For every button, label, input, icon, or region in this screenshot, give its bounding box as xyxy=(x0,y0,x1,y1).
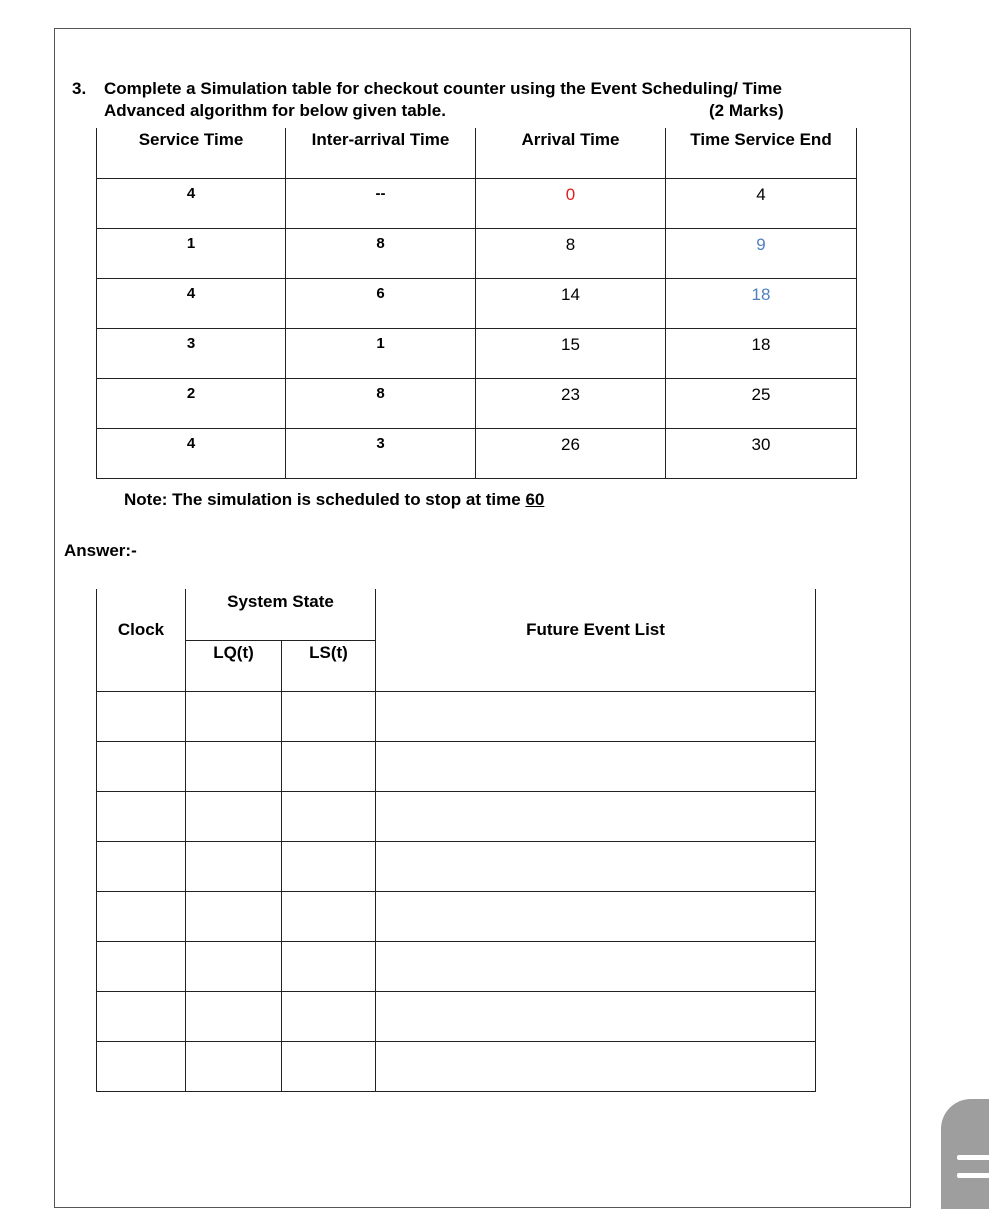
cell-service-time: 4 xyxy=(97,178,286,228)
table-row xyxy=(97,178,857,228)
clock-label: Clock xyxy=(117,620,165,639)
clock-cell[interactable] xyxy=(97,791,186,841)
ls-cell[interactable] xyxy=(282,741,376,791)
clock-cell[interactable] xyxy=(97,1041,186,1091)
given-table-header xyxy=(97,128,857,178)
simulation-note xyxy=(124,490,544,510)
table-row xyxy=(97,1041,816,1091)
table-row xyxy=(97,328,857,378)
answer-label: Answer:- xyxy=(64,541,137,560)
question-number: 3. xyxy=(72,79,87,98)
header-arrival-time: Arrival Time xyxy=(476,128,666,178)
cell-time-service-end: 30 xyxy=(666,428,857,478)
header-fel-blank xyxy=(376,640,816,691)
menu-widget-button[interactable] xyxy=(941,1099,989,1209)
cell-inter-arrival-time: 6 xyxy=(286,278,476,328)
table-row xyxy=(97,428,857,478)
answer-header-row-1 xyxy=(97,589,816,640)
cell-service-time: 4 xyxy=(97,428,286,478)
fel-cell[interactable] xyxy=(376,741,816,791)
cell-arrival-time: 15 xyxy=(476,328,666,378)
table-row xyxy=(97,278,857,328)
header-system-state: System State xyxy=(186,589,376,640)
question-line-2: Advanced algorithm for below given table. xyxy=(104,101,446,120)
cell-time-service-end: 18 xyxy=(666,328,857,378)
fel-cell[interactable] xyxy=(376,1041,816,1091)
table-row xyxy=(97,378,857,428)
fel-cell[interactable] xyxy=(376,991,816,1041)
header-clock-blank xyxy=(97,640,186,691)
lq-cell[interactable] xyxy=(186,941,282,991)
ls-cell[interactable] xyxy=(282,941,376,991)
note-text: Note: The simulation is scheduled to stop at time xyxy=(124,490,526,509)
header-future-event-list: Future Event List xyxy=(376,589,816,640)
clock-cell[interactable] xyxy=(97,891,186,941)
cell-service-time: 4 xyxy=(97,278,286,328)
lq-cell[interactable] xyxy=(186,841,282,891)
table-row xyxy=(97,691,816,741)
table-row xyxy=(97,841,816,891)
answer-table xyxy=(96,589,816,1092)
cell-service-time: 3 xyxy=(97,328,286,378)
cell-service-time: 2 xyxy=(97,378,286,428)
lq-cell[interactable] xyxy=(186,991,282,1041)
ls-cell[interactable] xyxy=(282,791,376,841)
clock-cell[interactable] xyxy=(97,741,186,791)
table-row xyxy=(97,741,816,791)
cell-arrival-time: 0 xyxy=(476,178,666,228)
clock-cell[interactable] xyxy=(97,691,186,741)
cell-inter-arrival-time: 1 xyxy=(286,328,476,378)
header-lq: LQ(t) xyxy=(186,640,282,691)
table-row xyxy=(97,991,816,1041)
lq-cell[interactable] xyxy=(186,891,282,941)
cell-arrival-time: 26 xyxy=(476,428,666,478)
cell-time-service-end: 4 xyxy=(666,178,857,228)
cell-inter-arrival-time: 8 xyxy=(286,228,476,278)
lq-cell[interactable] xyxy=(186,691,282,741)
lq-cell[interactable] xyxy=(186,791,282,841)
answer-header-row-2 xyxy=(97,640,816,691)
header-service-time: Service Time xyxy=(97,128,286,178)
cell-arrival-time: 23 xyxy=(476,378,666,428)
lq-cell[interactable] xyxy=(186,741,282,791)
cell-service-time: 1 xyxy=(97,228,286,278)
fel-cell[interactable] xyxy=(376,691,816,741)
ls-cell[interactable] xyxy=(282,891,376,941)
cell-time-service-end: 18 xyxy=(666,278,857,328)
clock-cell[interactable] xyxy=(97,841,186,891)
ls-cell[interactable] xyxy=(282,841,376,891)
cell-arrival-time: 14 xyxy=(476,278,666,328)
cell-time-service-end: 25 xyxy=(666,378,857,428)
header-inter-arrival-time: Inter-arrival Time xyxy=(286,128,476,178)
cell-inter-arrival-time: 8 xyxy=(286,378,476,428)
lq-cell[interactable] xyxy=(186,1041,282,1091)
table-row xyxy=(97,941,816,991)
header-clock xyxy=(97,589,186,640)
question-line-1: Complete a Simulation table for checkout counter using the Event Scheduling/ Time xyxy=(104,79,782,98)
table-row xyxy=(97,791,816,841)
fel-cell[interactable] xyxy=(376,891,816,941)
cell-inter-arrival-time: 3 xyxy=(286,428,476,478)
header-time-service-end: Time Service End xyxy=(666,128,857,178)
given-table xyxy=(96,128,857,479)
fel-cell[interactable] xyxy=(376,941,816,991)
fel-cell[interactable] xyxy=(376,841,816,891)
cell-time-service-end: 9 xyxy=(666,228,857,278)
table-row xyxy=(97,891,816,941)
table-row xyxy=(97,228,857,278)
cell-arrival-time: 8 xyxy=(476,228,666,278)
ls-cell[interactable] xyxy=(282,991,376,1041)
fel-cell[interactable] xyxy=(376,791,816,841)
question-marks: (2 Marks) xyxy=(709,101,784,120)
cell-inter-arrival-time: -- xyxy=(286,178,476,228)
clock-cell[interactable] xyxy=(97,991,186,1041)
ls-cell[interactable] xyxy=(282,691,376,741)
ls-cell[interactable] xyxy=(282,1041,376,1091)
note-stop-time: 60 xyxy=(525,490,545,509)
header-ls: LS(t) xyxy=(282,640,376,691)
clock-cell[interactable] xyxy=(97,941,186,991)
